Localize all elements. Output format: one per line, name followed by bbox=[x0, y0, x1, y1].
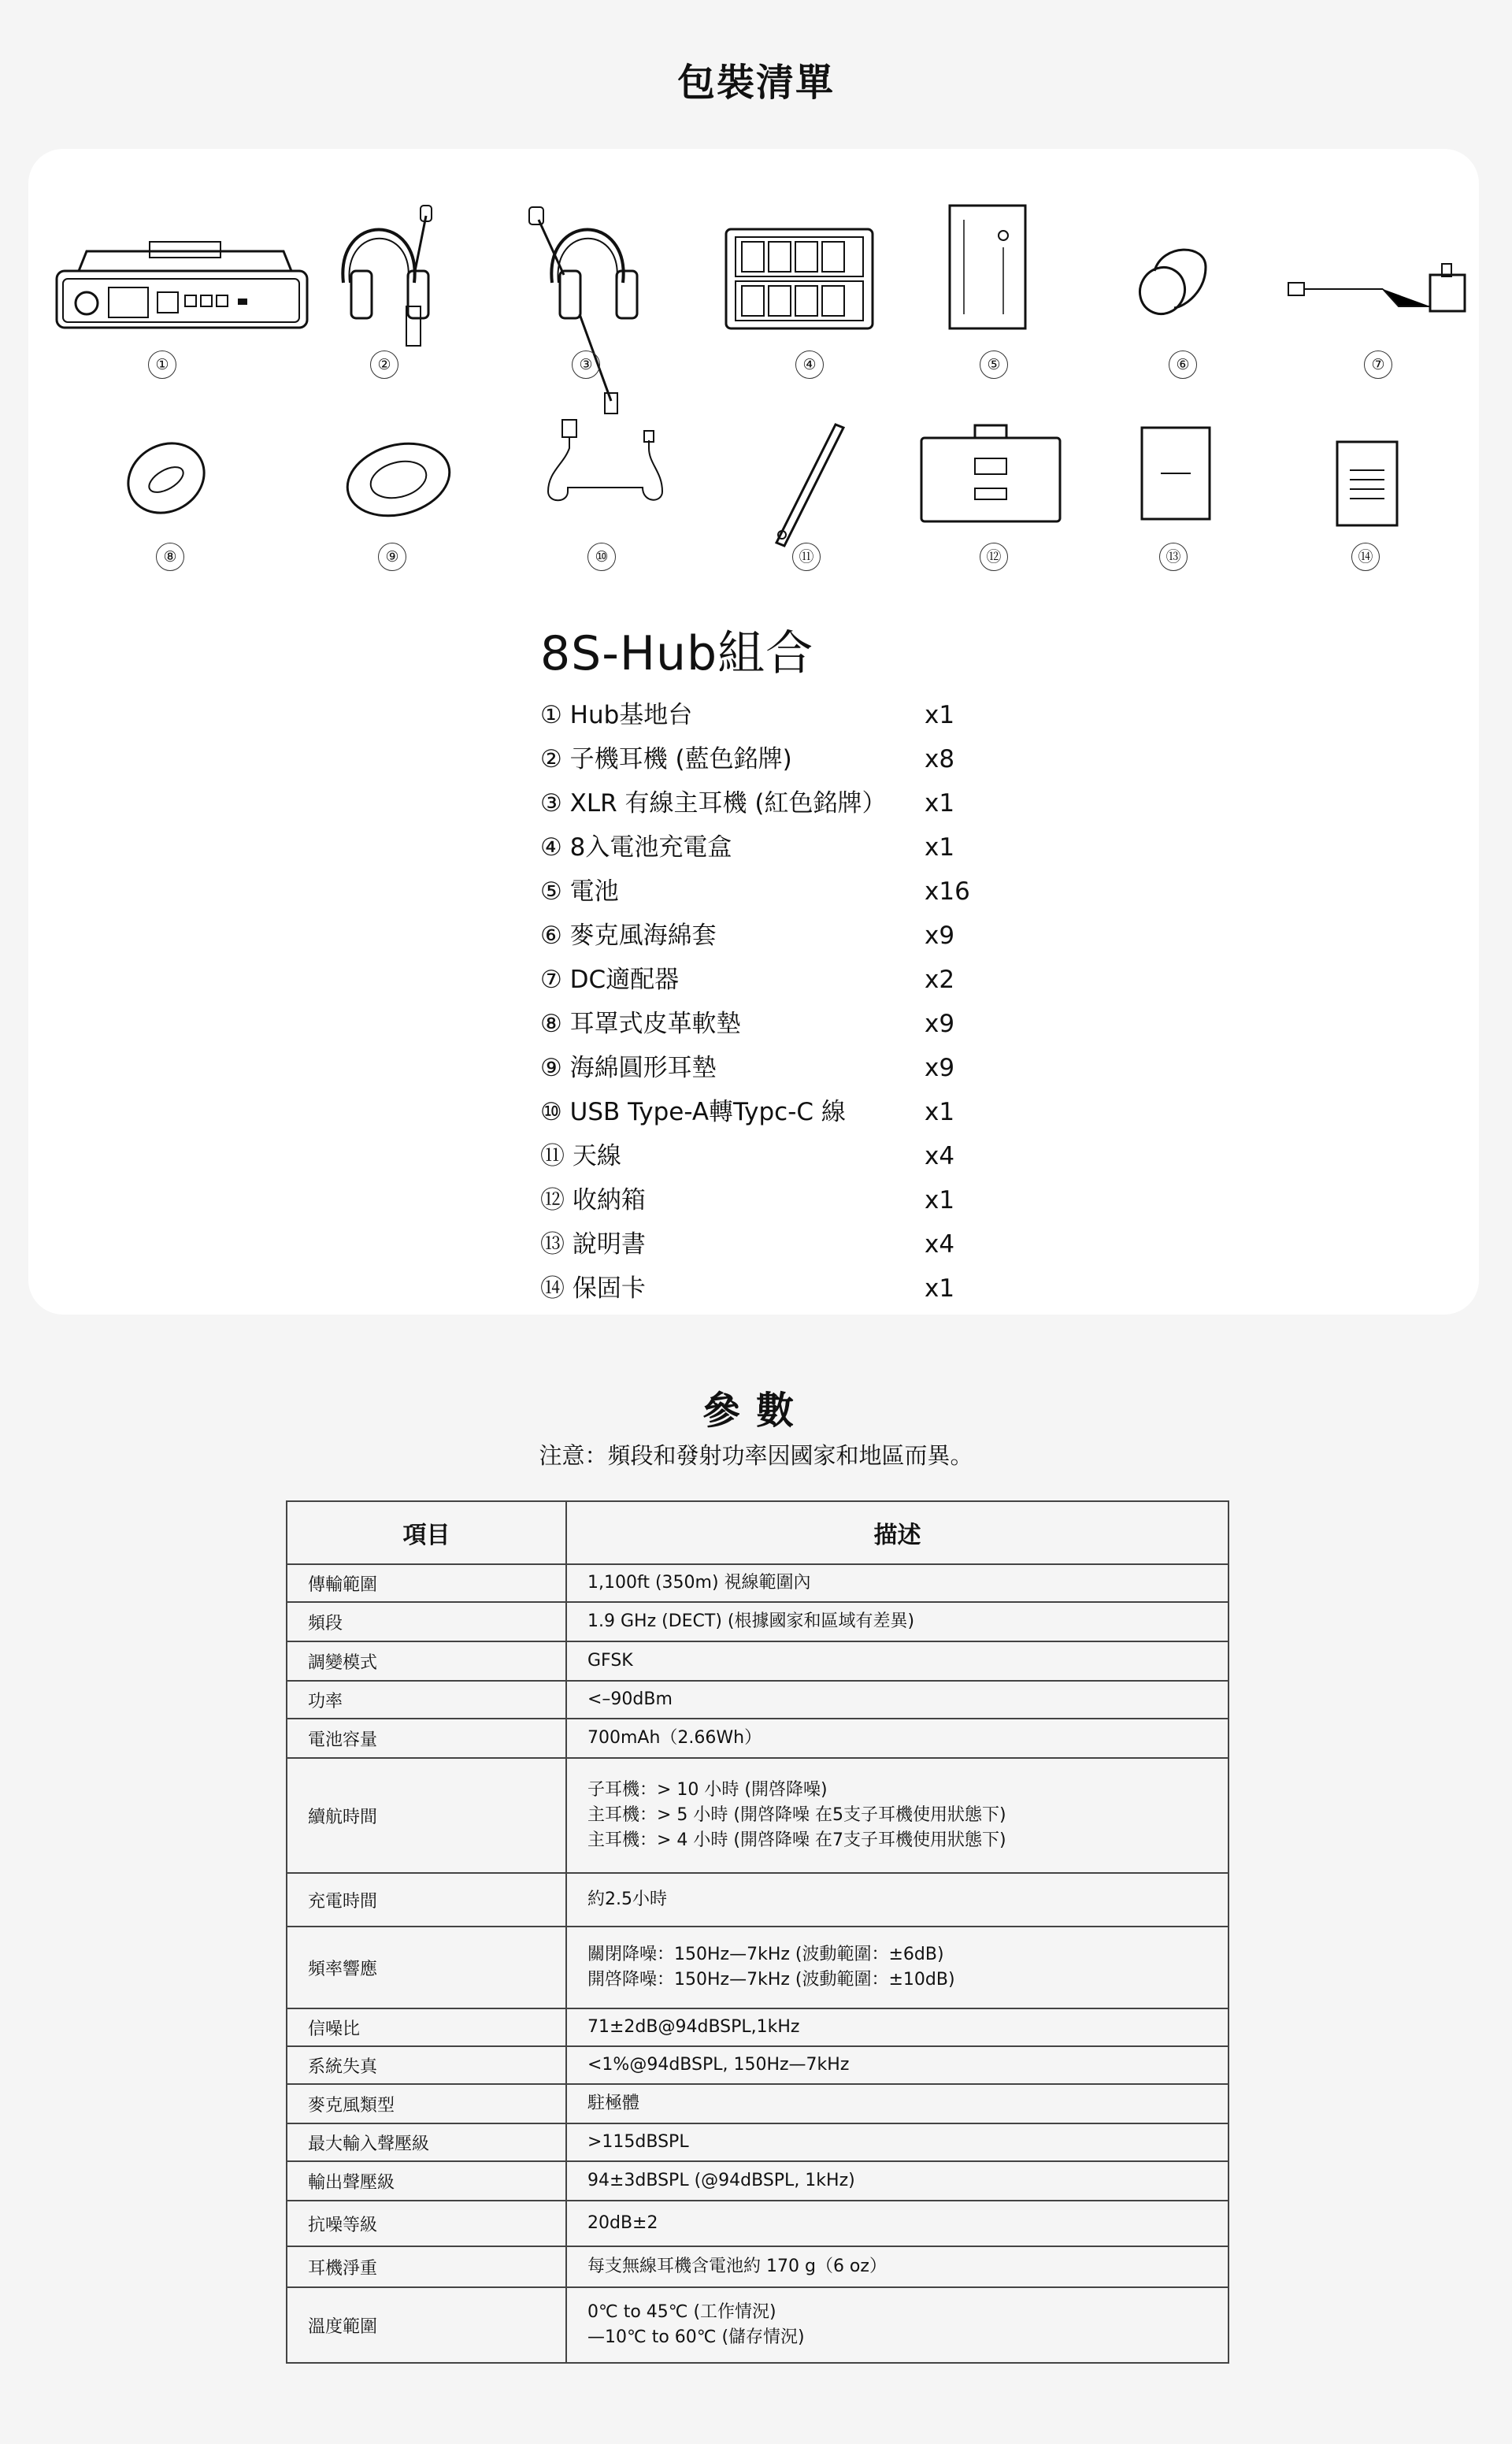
spec-value-line: >115dBSPL bbox=[587, 2132, 689, 2152]
spec-key: 功率 bbox=[287, 1681, 566, 1719]
spec-key: 溫度範圍 bbox=[287, 2287, 566, 2363]
item-qty: x1 bbox=[925, 701, 955, 729]
spec-key: 耳機淨重 bbox=[287, 2246, 566, 2287]
item-label: ⑭ 保固卡 bbox=[540, 1274, 646, 1303]
spec-value bbox=[566, 1927, 1228, 2008]
spec-value bbox=[566, 1602, 1228, 1641]
table-row bbox=[287, 2201, 1228, 2246]
spec-value-line: 94±3dBSPL (@94dBSPL, 1kHz) bbox=[587, 2171, 855, 2190]
sponge-pad-icon bbox=[343, 440, 454, 519]
spec-value-line: 主耳機：> 4 小時 (開啓降噪 在7支子耳機使用狀態下) bbox=[587, 1830, 1006, 1850]
spec-value-line: 子耳機：> 10 小時 (開啓降噪) bbox=[587, 1780, 828, 1800]
spec-value bbox=[566, 1719, 1228, 1758]
spec-key: 續航時間 bbox=[287, 1758, 566, 1873]
item-label: ② 子機耳機 (藍色銘牌) bbox=[540, 745, 792, 773]
manual-icon bbox=[1140, 426, 1211, 521]
table-row bbox=[287, 1602, 1228, 1641]
item-number-9: ⑨ bbox=[378, 543, 406, 571]
spec-header-row bbox=[287, 1501, 1228, 1564]
spec-value-line: 約2.5小時 bbox=[587, 1890, 667, 1909]
spec-key: 調變模式 bbox=[287, 1641, 566, 1681]
item-label: ⑦ DC適配器 bbox=[540, 966, 680, 994]
header-desc: 描述 bbox=[566, 1501, 1228, 1564]
spec-key: 傳輸範圍 bbox=[287, 1564, 566, 1602]
item-number-12: ⑫ bbox=[980, 543, 1008, 571]
params-title: 參數 bbox=[702, 1389, 810, 1433]
list-item bbox=[540, 1046, 1013, 1090]
item-qty: x2 bbox=[925, 966, 955, 994]
item-label: ④ 8入電池充電盒 bbox=[540, 833, 732, 862]
item-label: ⑨ 海綿圓形耳墊 bbox=[540, 1054, 717, 1082]
spec-value-line: <–90dBm bbox=[587, 1689, 673, 1709]
item-qty: x9 bbox=[925, 1054, 955, 1082]
params-note: 注意：頻段和發射功率因國家和地區而異。 bbox=[539, 1442, 973, 1469]
item-number-10: ⑩ bbox=[587, 543, 616, 571]
spec-key: 信噪比 bbox=[287, 2008, 566, 2046]
item-qty: x8 bbox=[925, 745, 955, 773]
table-row bbox=[287, 1681, 1228, 1719]
storage-case-icon bbox=[920, 421, 1062, 523]
package-item-list bbox=[540, 693, 1013, 1311]
spec-value-line: 20dB±2 bbox=[587, 2213, 658, 2233]
spec-value-line: 1,100ft (350m) 視線範圍內 bbox=[587, 1573, 811, 1593]
spec-value bbox=[566, 2246, 1228, 2287]
spec-value bbox=[566, 2123, 1228, 2161]
item-number-8: ⑧ bbox=[156, 543, 184, 571]
item-qty: x9 bbox=[925, 922, 955, 950]
table-row bbox=[287, 2161, 1228, 2201]
item-number-2: ② bbox=[370, 350, 398, 379]
spec-table bbox=[286, 1500, 1229, 2364]
spec-value bbox=[566, 1564, 1228, 1602]
item-number-13: ⑬ bbox=[1159, 543, 1188, 571]
item-qty: x1 bbox=[925, 789, 955, 818]
spec-value-line: 0℃ to 45℃ (工作情況) bbox=[587, 2302, 776, 2322]
combo-title: 8S-Hub組合 bbox=[540, 626, 814, 681]
antenna-icon bbox=[761, 417, 847, 551]
list-item bbox=[540, 914, 1013, 958]
spec-value bbox=[566, 2161, 1228, 2201]
table-row bbox=[287, 1873, 1228, 1927]
leather-cushion-icon bbox=[123, 432, 209, 519]
spec-key: 頻率響應 bbox=[287, 1927, 566, 2008]
item-number-11: ⑪ bbox=[792, 543, 821, 571]
spec-key: 頻段 bbox=[287, 1602, 566, 1641]
spec-value-line: 1.9 GHz (DECT) (根據國家和區域有差異) bbox=[587, 1611, 915, 1631]
table-row bbox=[287, 2046, 1228, 2084]
table-row bbox=[287, 1719, 1228, 1758]
table-row bbox=[287, 1927, 1228, 2008]
spec-key: 系統失真 bbox=[287, 2046, 566, 2084]
spec-value-line: 關閉降噪：150Hz—7kHz (波動範圍：±6dB) bbox=[587, 1945, 944, 1964]
spec-value bbox=[566, 1873, 1228, 1927]
spec-value-line: 駐極體 bbox=[587, 2094, 640, 2113]
xlr-headset-icon bbox=[517, 196, 658, 425]
hub-icon bbox=[55, 235, 315, 330]
item-qty: x4 bbox=[925, 1230, 955, 1259]
list-item bbox=[540, 1090, 1013, 1134]
table-row bbox=[287, 2123, 1228, 2161]
spec-value bbox=[566, 2046, 1228, 2084]
spec-value-line: 700mAh（2.66Wh） bbox=[587, 1728, 762, 1748]
item-qty: x16 bbox=[925, 877, 970, 906]
item-label: ⑩ USB Type-A轉Typc-C 線 bbox=[540, 1098, 846, 1126]
item-qty: x4 bbox=[925, 1142, 955, 1170]
item-qty: x1 bbox=[925, 1186, 955, 1215]
spec-value bbox=[566, 1758, 1228, 1873]
spec-value bbox=[566, 2084, 1228, 2123]
spec-value bbox=[566, 2008, 1228, 2046]
item-label: ⑬ 說明書 bbox=[540, 1230, 646, 1259]
warranty-card-icon bbox=[1336, 440, 1399, 527]
item-qty: x1 bbox=[925, 833, 955, 862]
table-row bbox=[287, 2246, 1228, 2287]
item-number-3: ③ bbox=[572, 350, 600, 379]
spec-value bbox=[566, 2287, 1228, 2363]
item-label: ⑥ 麥克風海綿套 bbox=[540, 922, 717, 950]
table-row bbox=[287, 2084, 1228, 2123]
list-item bbox=[540, 1178, 1013, 1222]
item-number-4: ④ bbox=[795, 350, 824, 379]
list-item bbox=[540, 1267, 1013, 1311]
table-row bbox=[287, 1641, 1228, 1681]
item-qty: x1 bbox=[925, 1098, 955, 1126]
spec-key: 輸出聲壓級 bbox=[287, 2161, 566, 2201]
spec-key: 最大輸入聲壓級 bbox=[287, 2123, 566, 2161]
usb-cable-icon bbox=[532, 417, 674, 519]
package-title: 包裝清單 bbox=[676, 61, 835, 105]
dc-adapter-icon bbox=[1280, 259, 1469, 322]
table-row bbox=[287, 2008, 1228, 2046]
headset-icon bbox=[320, 196, 438, 354]
item-number-7: ⑦ bbox=[1364, 350, 1392, 379]
list-item bbox=[540, 870, 1013, 914]
item-number-6: ⑥ bbox=[1169, 350, 1197, 379]
spec-value-line: <1%@94dBSPL, 150Hz—7kHz bbox=[587, 2055, 850, 2075]
list-item bbox=[540, 781, 1013, 825]
list-item bbox=[540, 958, 1013, 1002]
item-label: ⑧ 耳罩式皮革軟墊 bbox=[540, 1010, 741, 1038]
item-qty: x9 bbox=[925, 1010, 955, 1038]
spec-value-line: 71±2dB@94dBSPL,1kHz bbox=[587, 2017, 800, 2037]
item-qty: x1 bbox=[925, 1274, 955, 1303]
item-label: ⑤ 電池 bbox=[540, 877, 619, 906]
list-item bbox=[540, 825, 1013, 870]
spec-key: 電池容量 bbox=[287, 1719, 566, 1758]
item-label: ⑫ 收納箱 bbox=[540, 1186, 646, 1215]
spec-value-line: 主耳機：> 5 小時 (開啓降噪 在5支子耳機使用狀態下) bbox=[587, 1805, 1006, 1825]
table-row bbox=[287, 1564, 1228, 1602]
list-item bbox=[540, 693, 1013, 737]
mic-foam-icon bbox=[1131, 235, 1217, 322]
item-label: ⑪ 天線 bbox=[540, 1142, 621, 1170]
header-item: 項目 bbox=[287, 1501, 566, 1564]
item-label: ① Hub基地台 bbox=[540, 701, 693, 729]
table-row bbox=[287, 1758, 1228, 1873]
spec-value-line: 每支無線耳機含電池約 170 g（6 oz） bbox=[587, 2257, 887, 2276]
table-row bbox=[287, 2287, 1228, 2363]
spec-key: 充電時間 bbox=[287, 1873, 566, 1927]
item-number-1: ① bbox=[148, 350, 176, 379]
spec-value bbox=[566, 1681, 1228, 1719]
spec-value-line: —10℃ to 60℃ (儲存情況) bbox=[587, 2327, 805, 2347]
item-number-5: ⑤ bbox=[980, 350, 1008, 379]
spec-value-line: 開啓降噪：150Hz—7kHz (波動範圍：±10dB) bbox=[587, 1970, 955, 1990]
spec-value bbox=[566, 1641, 1228, 1681]
item-label: ③ XLR 有線主耳機 (紅色銘牌） bbox=[540, 789, 887, 818]
spec-key: 麥克風類型 bbox=[287, 2084, 566, 2123]
battery-icon bbox=[948, 204, 1027, 330]
list-item bbox=[540, 1222, 1013, 1267]
spec-value-line: GFSK bbox=[587, 1651, 633, 1671]
list-item bbox=[540, 737, 1013, 781]
spec-key: 抗噪等級 bbox=[287, 2201, 566, 2246]
list-item bbox=[540, 1134, 1013, 1178]
charging-case-icon bbox=[724, 228, 874, 330]
spec-value bbox=[566, 2201, 1228, 2246]
item-number-14: ⑭ bbox=[1351, 543, 1380, 571]
list-item bbox=[540, 1002, 1013, 1046]
